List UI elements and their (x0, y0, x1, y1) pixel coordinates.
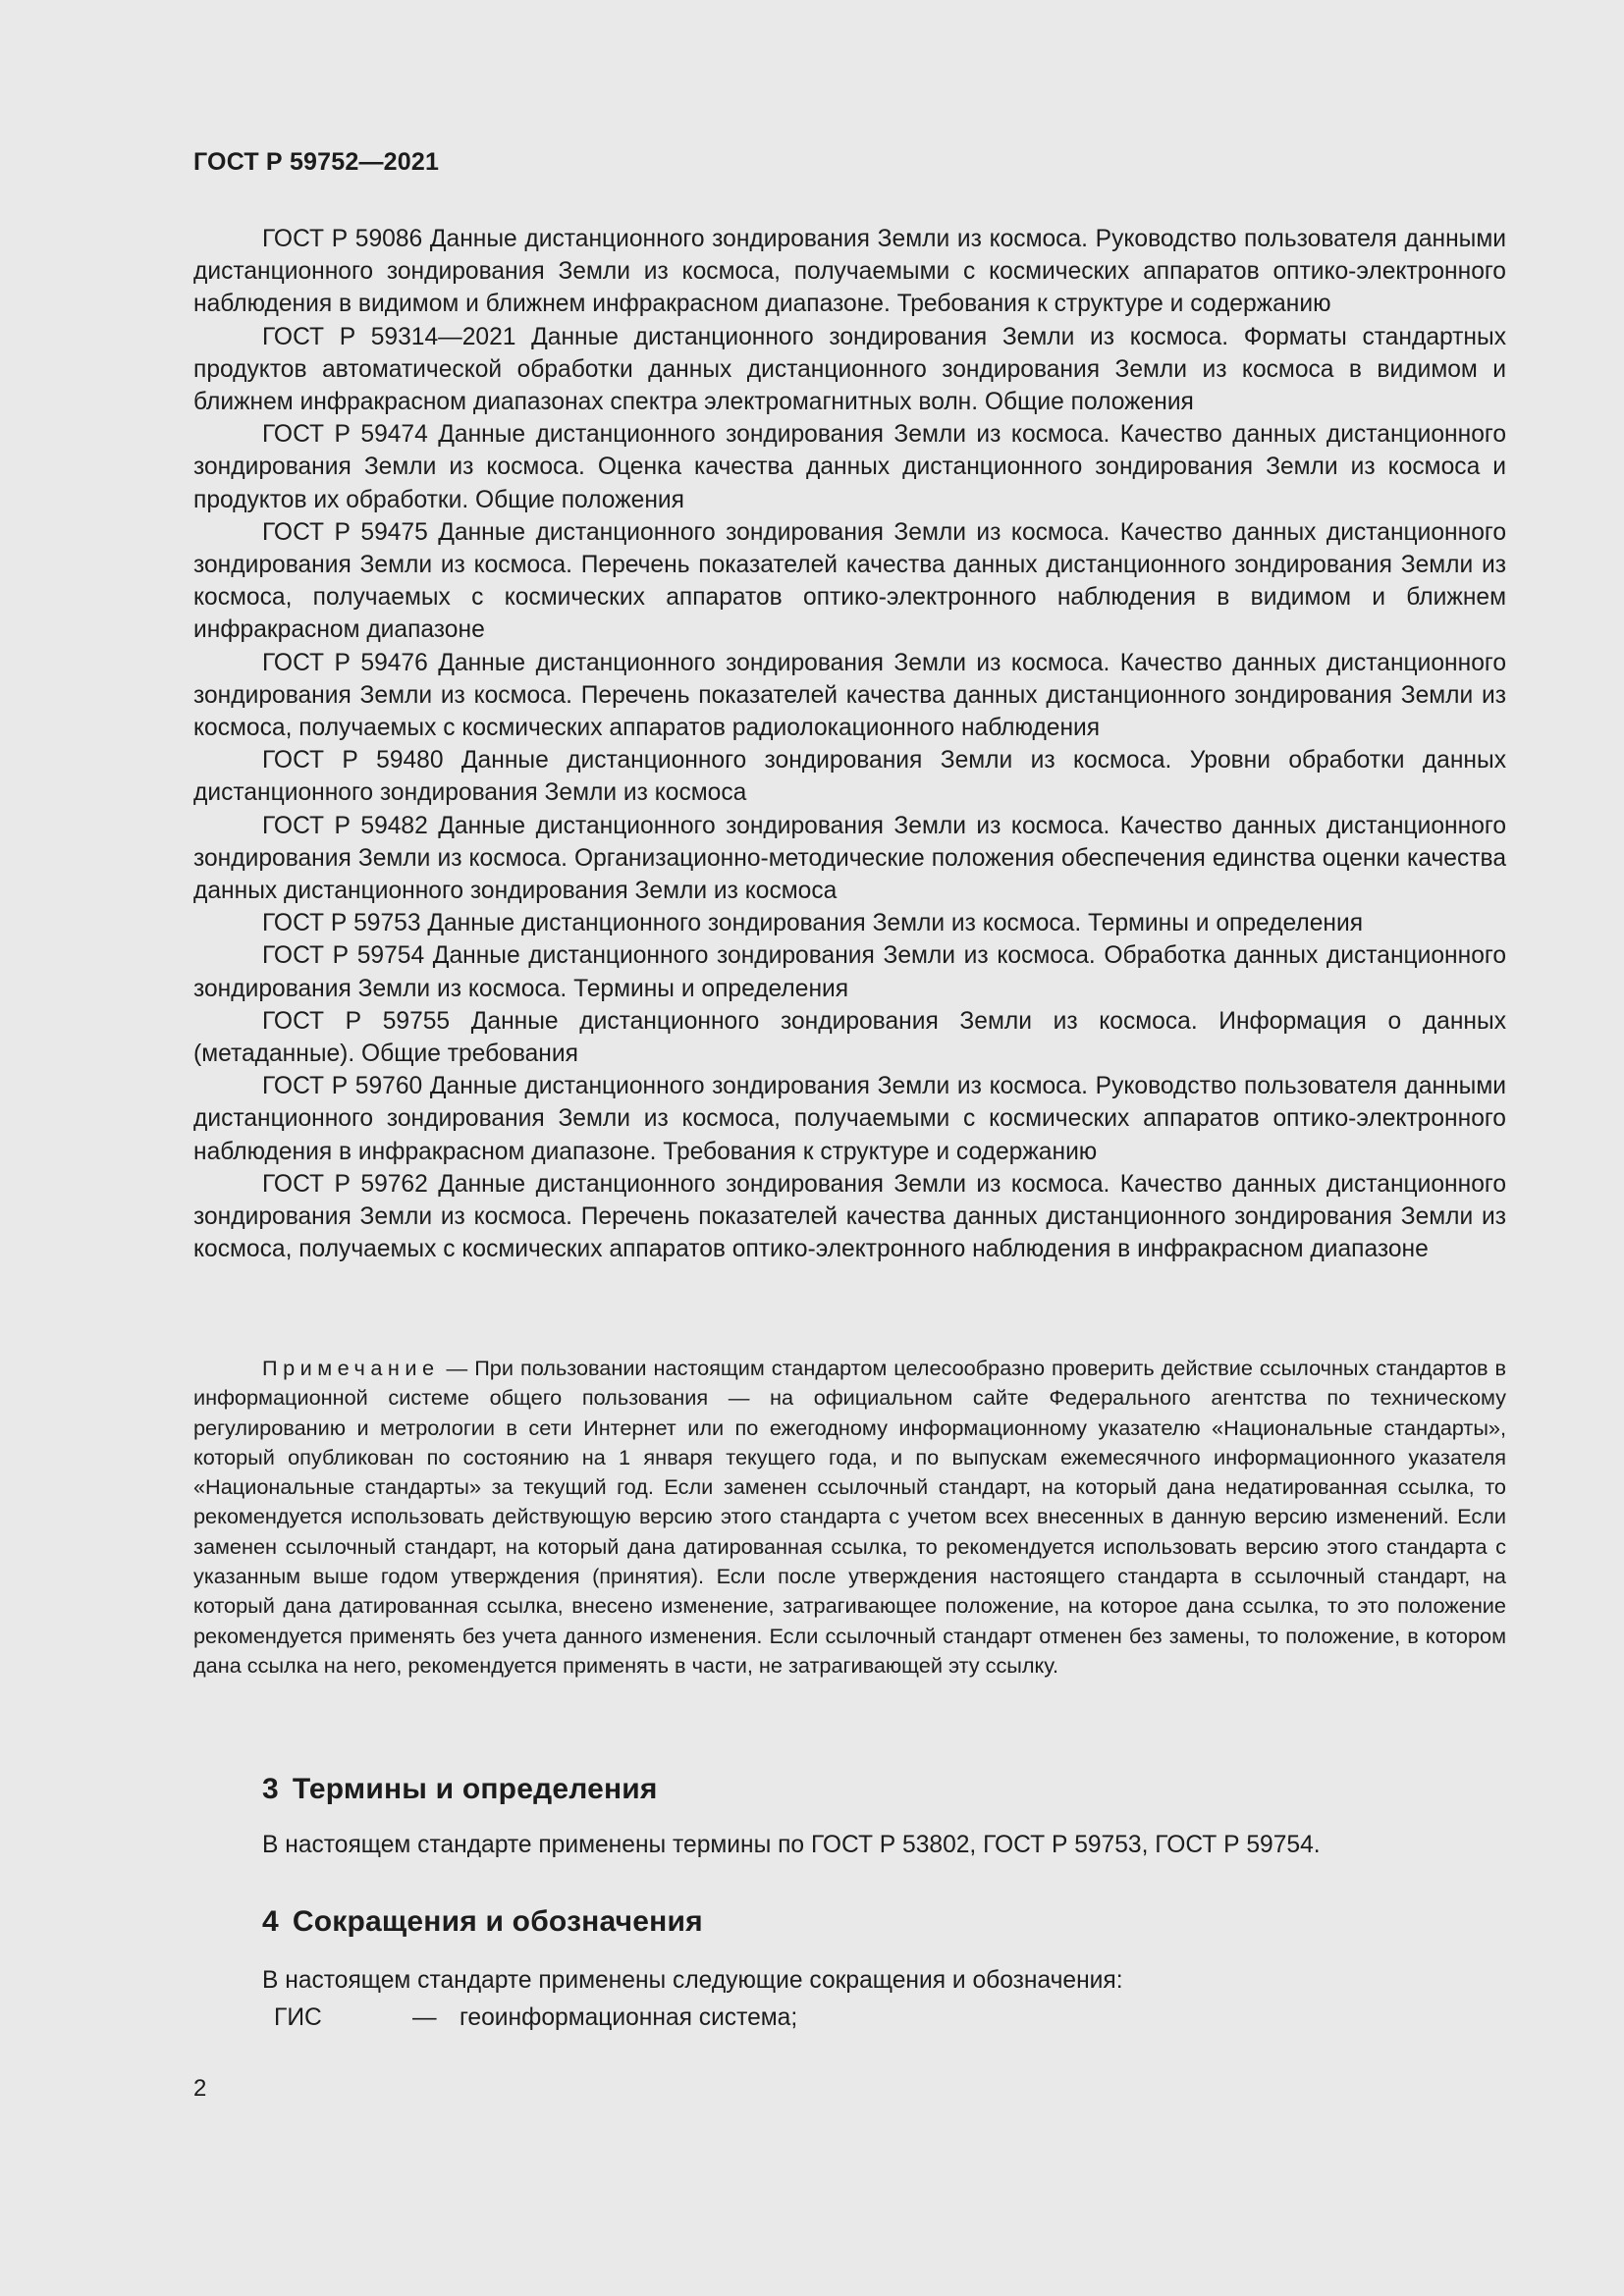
note-label: Примечание (262, 1356, 440, 1380)
section-4-heading (262, 1905, 703, 1939)
reference-item: ГОСТ Р 59314—2021 Данные дистанционного зондирования Земли из космоса. Форматы стандартных продуктов автоматической обработки данных дистанционного зондирования Земли из космоса в видимом и ближнем инфракрасном диапазонах спектра электромагнитных волн. Общие положения (193, 323, 1506, 416)
abbreviation-term: ГИС (274, 2004, 322, 2031)
reference-item: ГОСТ Р 59475 Данные дистанционного зондирования Земли из космоса. Качество данных дистанционного зондирования Земли из космоса. Перечень показателей качества данных дистанционного зондирования Земли из космоса, получаемых с космических аппаратов оптико-электронного наблюдения в видимом и ближнем инфракрасном диапазоне (193, 518, 1506, 644)
reference-item: ГОСТ Р 59755 Данные дистанционного зондирования Земли из космоса. Информация о данных (метаданные). Общие требования (193, 1007, 1506, 1068)
reference-item: ГОСТ Р 59476 Данные дистанционного зондирования Земли из космоса. Качество данных дистанционного зондирования Земли из космоса. Перечень показателей качества данных дистанционного зондирования Земли из космоса, получаемых с космических аппаратов радиолокационного наблюдения (193, 649, 1506, 742)
section-4-text: В настоящем стандарте применены следующие сокращения и обозначения: (262, 1967, 1123, 1994)
abbreviation-dash: — (412, 2004, 437, 2031)
reference-item: ГОСТ Р 59760 Данные дистанционного зондирования Земли из космоса. Руководство пользователя данными дистанционного зондирования Земли из космоса, получаемыми с космических аппаратов оптико-электронного наблюдения в инфракрасном диапазоне. Требования к структуре и содержанию (193, 1073, 1506, 1165)
note-block (193, 1354, 1506, 1681)
section-3-number: 3 (262, 1773, 279, 1805)
normative-references-list (193, 223, 1506, 1266)
note-text: — При пользовании настоящим стандартом целесообразно проверить действие ссылочных стандартов в информационной системе общего пользования — на официальном сайте Федерального агентства по техническому регулированию и метрологии в сети Интернет или по ежегодному информационному указателю «Национальные стандарты», который опубликован по состоянию на 1 января текущего года, и по выпускам ежемесячного информационного указателя «Национальные стандарты» за текущий год. Если заменен ссылочный стандарт, на который дана недатированная ссылка, то рекомендуется использовать действующую версию этого стандарта с учетом всех внесенных в данную версию изменений. Если заменен ссылочный стандарт, на который дана датированная ссылка, то рекомендуется использовать версию этого стандарта с указанным выше годом утверждения (принятия). Если после утверждения настоящего стандарта в ссылочный стандарт, на который дана датированная ссылка, внесено изменение, затрагивающее положение, на которое дана ссылка, то это положение рекомендуется применять без учета данного изменения. Если ссылочный стандарт отменен без замены, то положение, в котором дана ссылка на него, рекомендуется применять в части, не затрагивающей эту ссылку. (193, 1356, 1507, 1678)
document-header: ГОСТ Р 59752—2021 (193, 148, 440, 176)
reference-item: ГОСТ Р 59482 Данные дистанционного зондирования Земли из космоса. Качество данных дистанционного зондирования Земли из космоса. Организационно-методические положения обеспечения единства оценки качества данных дистанционного зондирования Земли из космоса (193, 812, 1506, 905)
abbreviation-definition: геоинформационная система; (460, 2004, 798, 2031)
note-paragraph (193, 1354, 1506, 1681)
section-3-title: Термины и определения (292, 1773, 658, 1805)
section-3-heading (262, 1773, 658, 1806)
section-3-text: В настоящем стандарте применены термины по ГОСТ Р 53802, ГОСТ Р 59753, ГОСТ Р 59754. (262, 1832, 1321, 1858)
page-number: 2 (193, 2075, 207, 2102)
reference-item: ГОСТ Р 59474 Данные дистанционного зондирования Земли из космоса. Качество данных дистанционного зондирования Земли из космоса. Оценка качества данных дистанционного зондирования Земли из космоса и продуктов их обработки. Общие положения (193, 421, 1506, 513)
reference-item: ГОСТ Р 59753 Данные дистанционного зондирования Земли из космоса. Термины и определения (262, 910, 1364, 937)
reference-item: ГОСТ Р 59086 Данные дистанционного зондирования Земли из космоса. Руководство пользователя данными дистанционного зондирования Земли из космоса, получаемыми с космических аппаратов оптико-электронного наблюдения в видимом и ближнем инфракрасном диапазоне. Требования к структуре и содержанию (193, 226, 1506, 318)
section-4-number: 4 (262, 1905, 279, 1938)
reference-item: ГОСТ Р 59762 Данные дистанционного зондирования Земли из космоса. Качество данных дистанционного зондирования Земли из космоса. Перечень показателей качества данных дистанционного зондирования Земли из космоса, получаемых с космических аппаратов оптико-электронного наблюдения в инфракрасном диапазоне (193, 1170, 1506, 1263)
section-4-title: Сокращения и обозначения (292, 1905, 703, 1938)
reference-item: ГОСТ Р 59754 Данные дистанционного зондирования Земли из космоса. Обработка данных дистанционного зондирования Земли из космоса. Термины и определения (193, 942, 1506, 1002)
reference-item: ГОСТ Р 59480 Данные дистанционного зондирования Земли из космоса. Уровни обработки данных дистанционного зондирования Земли из космоса (193, 747, 1506, 807)
